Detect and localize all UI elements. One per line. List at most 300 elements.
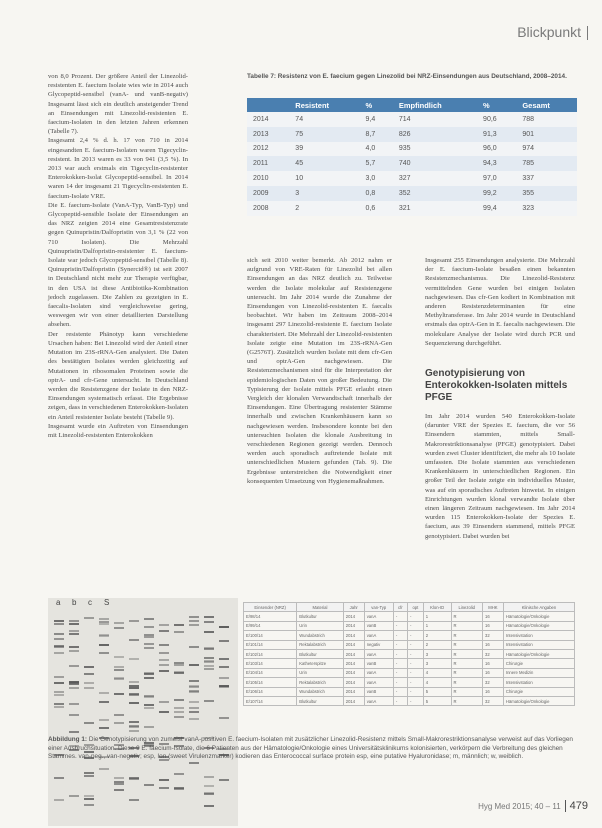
gel-band xyxy=(54,652,64,654)
table-cell: 32 xyxy=(482,678,503,687)
table-cell: 3 xyxy=(423,659,451,668)
table-cell: 2 xyxy=(289,201,359,216)
gel-band xyxy=(114,781,124,783)
gel-band xyxy=(219,717,229,719)
paragraph: Insgesamt wurde ein Auftreten von Einsendungen mit Linezolid-resistenten Enterokokken xyxy=(48,422,188,439)
gel-band xyxy=(84,772,94,774)
pfge-gel-image xyxy=(48,598,238,826)
gel-band xyxy=(54,645,64,647)
table-cell: Wundabstrich xyxy=(297,687,343,696)
table-cell: - xyxy=(407,649,423,658)
gel-band xyxy=(129,799,139,801)
gel-band xyxy=(174,707,184,709)
gel-lane xyxy=(84,608,94,820)
table-cell: Blutkultur xyxy=(297,696,343,705)
column-header: MHK xyxy=(482,603,503,612)
table-cell: - xyxy=(393,659,407,668)
table-cell: - xyxy=(393,612,407,621)
table-row xyxy=(247,112,577,127)
gel-band xyxy=(159,652,169,654)
table-cell: vanA xyxy=(364,649,393,658)
gel-band xyxy=(144,626,154,628)
isolate-table-body xyxy=(244,612,575,706)
gel-band xyxy=(159,779,169,781)
gel-band xyxy=(84,687,94,689)
table-row xyxy=(244,631,575,640)
gel-band xyxy=(54,694,64,696)
gel-band xyxy=(54,620,64,622)
gel-band xyxy=(174,624,184,626)
paragraph: Insgesamt 255 Einsendungen analysierte. Die Mehrzahl der E. faecium-Isolate besaßen einen bekannten Resistenzmechanismus. Die Linezolid-Resistenz vermittelnden Gene wurden bei einigen Isolaten nachgewiesen. Das cfr-Gen kodiert in Kombination mit anderen Resistenzdeterminanten für eine Methyltransferase. Im Jahr 2014 wurde in Deutschland erstmals das optrA-Gen in E. faecalis nachgewiesen. Die molekulare Analyse der Isolate wird durch PCR und Sequenzierung durchgeführt. xyxy=(425,257,575,347)
gel-band xyxy=(114,714,124,716)
gel-band xyxy=(84,722,94,724)
gel-band xyxy=(129,721,139,723)
table-header-row xyxy=(244,603,575,612)
table-row xyxy=(244,696,575,705)
table-row xyxy=(247,201,577,216)
gel-band xyxy=(144,618,154,620)
table-cell: R xyxy=(451,649,482,658)
row-year: 2014 xyxy=(247,112,289,127)
header-divider xyxy=(587,26,588,40)
gel-lane xyxy=(114,608,124,820)
column-header: Material xyxy=(297,603,343,612)
gel-lane xyxy=(204,608,214,820)
column-header: Linezolid xyxy=(451,603,482,612)
table-cell: 0,8 xyxy=(359,186,392,201)
table-cell: Blutkultur xyxy=(297,649,343,658)
gel-band xyxy=(189,711,199,713)
table-cell: 2014 xyxy=(343,659,364,668)
gel-band xyxy=(219,677,229,679)
table-cell: 16 xyxy=(482,640,503,649)
gel-band xyxy=(129,681,139,683)
table-row xyxy=(247,156,577,171)
gel-band xyxy=(114,627,124,629)
table-row xyxy=(247,186,577,201)
section-heading: Genotypisierung von Enterokokken-Isolaten mittels PFGE xyxy=(425,368,568,403)
gel-band xyxy=(129,702,139,704)
gel-band xyxy=(144,704,154,706)
gel-band xyxy=(114,722,124,724)
table-cell: - xyxy=(393,631,407,640)
gel-lane-label: c xyxy=(88,598,92,607)
gel-band xyxy=(99,727,109,729)
table-cell: 4 xyxy=(423,668,451,677)
paragraph: von 8,0 Prozent. Der größere Anteil der Linezolid-resistenten E. faecium Isolate wies wie in 2014 auch Glycopeptid-sensibel (vanA- und vanB-negativ) Insgesamt lässt sich ein deutlich ansteigender Trend an Einsendungen mit Linezolid-resistenten E. faecium-Isolaten in den letzten Jahren erkennen (Tabelle 7). xyxy=(48,73,188,136)
table-cell: E/98/14 xyxy=(244,612,297,621)
gel-band xyxy=(189,616,199,618)
figure-caption xyxy=(48,736,575,762)
table-cell: R xyxy=(451,631,482,640)
gel-band xyxy=(144,695,154,697)
gel-band xyxy=(159,701,169,703)
table-cell: Chirurgie xyxy=(503,659,574,668)
gel-band xyxy=(204,616,214,618)
table-cell: 99,2 xyxy=(477,186,516,201)
table-row xyxy=(247,171,577,186)
gel-lane-label: b xyxy=(72,598,77,607)
table-cell: Innere Medizin xyxy=(503,668,574,677)
column-header: Gesamt xyxy=(516,98,577,112)
gel-band xyxy=(114,789,124,791)
gel-band xyxy=(219,666,229,668)
gel-band xyxy=(159,644,169,646)
column-header: Jahr xyxy=(343,603,364,612)
gel-band xyxy=(189,620,199,622)
table-cell: 3,0 xyxy=(359,171,392,186)
column-header xyxy=(247,98,289,112)
table-cell: 91,3 xyxy=(477,127,516,142)
paragraph: sich seit 2010 weiter bemerkt. Ab 2012 nahm er aufgrund von VRE-Raten für Linezolid bei allen Einsendungen an das NRZ deutlich zu. Teilweise werden die Isolate molekular auf Resistenzgene untersucht. Im Jahr 2014 wurde die Zunahme der Einsendungen von Linezolid-resistenten E. faecalis beobachtet. Wir haben im Zeitraum 2008–2014 insgesamt 297 Linezolid-resistente E. faecium Isolate charakterisiert. Die Mehrzahl der Linezolid-resistenten Isolate zeigte eine Mutation im 23S-rRNA-Gen (G2576T). Zusätzlich wurden Isolate mit dem cfr-Gen und optrA-Gen nachgewiesen. Die Resistenzmechanismen sind für die Interpretation der epidemiologischen Daten von großer Bedeutung. Die Typisierung der Isolate mittels PFGE erlaubt einen Vergleich der klonalen Verwandtschaft innerhalb der Einsendungen. Eine Übertragung resistenter Stämme innerhalb und zwischen Krankenhäusern kann so nachgewiesen werden. Insbesondere konnte bei den untersuchten Isolaten die klonale Ausbreitung in verschiedenen Regionen gezeigt werden. Dennoch werden auch sporadisch auftretende Isolate mit unterschiedlichen Mustern gefunden (Tab. 9). Die Ergebnisse unterstreichen die Notwendigkeit einer konsequenten Umsetzung von Hygienemaßnahmen. xyxy=(247,257,392,485)
column-header: opt xyxy=(407,603,423,612)
table-cell: 974 xyxy=(516,142,577,157)
paragraph: Die E. faecium-Isolate (VanA-Typ, VanB-Typ) und Glycopeptid-sensible Isolate der Einsendungen an das NRZ zeigten 2014 eine Gesamtresistenzrate gegen Quinupristin/Dalfopristin von 3,1 % (22 von 710 Isolaten). Die Mehrzahl Quinupristin/Dalfopristin-resistenter E. faecium-Isolate war jedoch Glycopeptid-sensibel (Tabelle 8). Quinupristin/Dalfopristin (Synercid®) ist seit 2007 in Deutschland nicht mehr zur Therapie verfügbar, in den USA ist diese Antibiotika-Kombination jedoch zugelassen. Die Zahlen zu gezeigten in E. faecalis-Isolaten sind vergleichsweise gering, weswegen wir von einer detaillierten Darstellung absehen. xyxy=(48,201,188,329)
table-cell: vanA xyxy=(364,631,393,640)
gel-band xyxy=(99,692,109,694)
table-cell: R xyxy=(451,696,482,705)
table-cell: 16 xyxy=(482,668,503,677)
gel-band xyxy=(114,656,124,658)
table-cell: 826 xyxy=(393,127,477,142)
gel-band xyxy=(129,694,139,696)
table-cell: - xyxy=(393,640,407,649)
gel-band xyxy=(54,799,64,801)
paragraph: Insgesamt 2,4 % d. h. 17 von 710 in 2014 eingesandten E. faecium-Isolaten waren Tigecyclin-resistent. In 2013 waren es 33 von 941 (3,5 %). In 2013 war auch erstmals ein Tigecyclin-resistenter Enterokokken-Isolat Glycopeptid-sensibel. In 2014 waren 14 der insgesamt 21 Tigecyclin-resistenten E. faecium-Isolate VRE. xyxy=(48,137,188,200)
table-cell: 16 xyxy=(482,687,503,696)
gel-band xyxy=(54,633,64,635)
journal-citation: Hyg Med 2015; 40 – 11 xyxy=(478,802,561,811)
gel-band xyxy=(54,676,64,678)
table-cell: 2014 xyxy=(343,696,364,705)
gel-band xyxy=(159,664,169,666)
table-cell: - xyxy=(393,649,407,658)
gel-band xyxy=(144,707,154,709)
gel-band xyxy=(114,666,124,668)
table-cell: 74 xyxy=(289,112,359,127)
gel-band xyxy=(144,784,154,786)
table-cell: negativ xyxy=(364,640,393,649)
table-cell: - xyxy=(393,696,407,705)
table-cell: 323 xyxy=(516,201,577,216)
gel-band xyxy=(204,785,214,787)
table-cell: 45 xyxy=(289,156,359,171)
gel-band xyxy=(189,664,199,666)
gel-band xyxy=(69,633,79,635)
gel-band xyxy=(69,731,79,733)
gel-band xyxy=(189,685,199,687)
gel-band xyxy=(84,804,94,806)
table-cell: R xyxy=(451,621,482,630)
gel-lane xyxy=(54,608,64,820)
table-cell: 2 xyxy=(423,640,451,649)
gel-band xyxy=(159,711,169,713)
gel-band xyxy=(174,788,184,790)
table-row xyxy=(244,668,575,677)
gel-lane xyxy=(189,608,199,820)
gel-band xyxy=(219,640,229,642)
gel-band xyxy=(144,726,154,728)
table-cell: 90,6 xyxy=(477,112,516,127)
gel-band xyxy=(159,624,169,626)
gel-lane xyxy=(174,608,184,820)
gel-band xyxy=(84,775,94,777)
gel-band xyxy=(84,617,94,619)
gel-band xyxy=(69,683,79,685)
gel-band xyxy=(99,719,109,721)
gel-band xyxy=(114,622,124,624)
table-cell: Wundabstrich xyxy=(297,631,343,640)
table-cell: - xyxy=(393,687,407,696)
table-cell: vanA xyxy=(364,678,393,687)
gel-band xyxy=(99,652,109,654)
gel-band xyxy=(129,730,139,732)
gel-band xyxy=(204,668,214,670)
table-cell: - xyxy=(393,621,407,630)
table-cell: 714 xyxy=(393,112,477,127)
gel-band xyxy=(204,805,214,807)
gel-band xyxy=(174,716,184,718)
gel-band xyxy=(69,620,79,622)
gel-band xyxy=(99,768,109,770)
gel-band xyxy=(144,647,154,649)
table-cell: Intensivstation xyxy=(503,640,574,649)
gel-band xyxy=(189,691,199,693)
table-cell: Hämatologie/Onkologie xyxy=(503,612,574,621)
row-year: 2008 xyxy=(247,201,289,216)
gel-lane xyxy=(69,608,79,820)
table-row xyxy=(244,659,575,668)
table-cell: 4 xyxy=(423,678,451,687)
table-7 xyxy=(247,98,577,216)
gel-band xyxy=(219,779,229,781)
table-cell: 352 xyxy=(393,186,477,201)
table-cell: 901 xyxy=(516,127,577,142)
table-cell: 337 xyxy=(516,171,577,186)
figure-caption-label: Abbildung 1: xyxy=(48,736,88,743)
gel-band xyxy=(174,664,184,666)
table-cell: Intensivstation xyxy=(503,678,574,687)
gel-band xyxy=(204,792,214,794)
gel-band xyxy=(219,658,229,660)
gel-band xyxy=(189,680,199,682)
paragraph: Der resistente Phänotyp kann verschiedene Ursachen haben: Bei Linezolid wird der Anteil einer Mutation im 23S-rRNA-Gen analysiert. Die Daten des bestätigten Isolates werden gleichzeitig auf Mutationen in ribosomalen Proteinen sowie die optrA- und cfr-Gene untersucht. In Deutschland werden die Resistenzgene der Isolate in den NRZ-Einsendungen systematisch erfasst. Die Ergebnisse zeigen, dass in verschiedenen Enterokokken-Isolaten ein Anteil resistenter Isolate besteht (Tabelle 9). xyxy=(48,330,188,421)
gel-band xyxy=(144,636,154,638)
column-header: Einsender (NRZ) xyxy=(244,603,297,612)
table-cell: - xyxy=(407,612,423,621)
table-row xyxy=(244,621,575,630)
table-cell: Intensivstation xyxy=(503,631,574,640)
table-row xyxy=(244,687,575,696)
table-cell: vanB xyxy=(364,621,393,630)
table-cell: 2 xyxy=(423,631,451,640)
table-cell: - xyxy=(407,631,423,640)
table-cell: Urin xyxy=(297,668,343,677)
gel-band xyxy=(189,718,199,720)
table-cell: E/101/14 xyxy=(244,640,297,649)
gel-lane-label: a xyxy=(56,598,61,607)
table-cell: 2014 xyxy=(343,678,364,687)
column-header: Klinische Angaben xyxy=(503,603,574,612)
gel-band xyxy=(174,631,184,633)
table-cell: E/102/14 xyxy=(244,649,297,658)
table-cell: Rektalabstrich xyxy=(297,640,343,649)
table-cell: R xyxy=(451,678,482,687)
gel-band xyxy=(204,700,214,702)
table-cell: Hämatologie/Onkologie xyxy=(503,696,574,705)
table-cell: Hämatologie/Onkologie xyxy=(503,621,574,630)
text-column-3 xyxy=(425,256,575,348)
gel-band xyxy=(129,777,139,779)
table-cell: 1 xyxy=(423,612,451,621)
gel-band xyxy=(189,646,199,648)
gel-band xyxy=(99,621,109,623)
column-header: Empfindlich xyxy=(393,98,477,112)
column-header: Klon-ID xyxy=(423,603,451,612)
table-header-row xyxy=(247,98,577,112)
gel-band xyxy=(69,795,79,797)
gel-band xyxy=(69,650,79,652)
gel-lane xyxy=(219,608,229,820)
gel-band xyxy=(54,706,64,708)
gel-band xyxy=(69,646,79,648)
table-cell: vanA xyxy=(364,612,393,621)
table-cell: 16 xyxy=(482,659,503,668)
table-cell: 355 xyxy=(516,186,577,201)
isolate-table xyxy=(243,602,575,706)
column-header: % xyxy=(359,98,392,112)
gel-band xyxy=(114,669,124,671)
table-cell: R xyxy=(451,668,482,677)
gel-band xyxy=(144,677,154,679)
gel-band xyxy=(204,776,214,778)
gel-band xyxy=(204,661,214,663)
gel-lane xyxy=(144,608,154,820)
row-year: 2010 xyxy=(247,171,289,186)
gel-band xyxy=(99,618,109,620)
gel-band xyxy=(54,638,64,640)
gel-band xyxy=(69,630,79,632)
table-cell: Katheterspitze xyxy=(297,659,343,668)
table-cell: 788 xyxy=(516,112,577,127)
gel-band xyxy=(69,714,79,716)
table-cell: 5 xyxy=(423,696,451,705)
gel-lane xyxy=(129,608,139,820)
gel-band xyxy=(99,644,109,646)
table-cell: 10 xyxy=(289,171,359,186)
table-cell: 2014 xyxy=(343,668,364,677)
row-year: 2009 xyxy=(247,186,289,201)
gel-band xyxy=(129,726,139,728)
gel-band xyxy=(99,634,109,636)
table-cell: - xyxy=(393,668,407,677)
table-cell: - xyxy=(407,678,423,687)
row-year: 2011 xyxy=(247,156,289,171)
column-header: % xyxy=(477,98,516,112)
gel-band xyxy=(129,687,139,689)
gel-band xyxy=(144,673,154,675)
table-cell: 2014 xyxy=(343,687,364,696)
page-footer xyxy=(478,800,588,812)
paragraph: Im Jahr 2014 wurden 540 Enterokokken-Isolate (darunter VRE der Spezies E. faecium, die vor 56 Einsendern stammten, mittels Small-Makrorestriktionsanalyse (PFGE) genotypisiert. Dabei wurden zwei Cluster identifiziert, die mehr als 10 Isolate umfassten. Die Isolate stammten aus verschiedenen Krankenhäusern in unterschiedlichen Regionen. Ein großer Teil der Isolate zeigte ein individuelles Muster, was auf ein sporadisches Auftreten hinweist. In einigen Einrichtungen wurden klonal verwandte Isolate über einen längeren Zeitraum nachgewiesen. Im Jahr 2014 wurden 115 Enterokokken-Isolate der Spezies E. faecium, aus 39 Einsendern stammend, mittels PFGE genotypisiert. Dabei wurden bei xyxy=(425,413,575,540)
table-cell: R xyxy=(451,612,482,621)
gel-band xyxy=(54,691,64,693)
table-cell: 327 xyxy=(393,171,477,186)
gel-band xyxy=(144,634,154,636)
table-row xyxy=(244,649,575,658)
table-cell: Hämatologie/Onkologie xyxy=(503,649,574,658)
gel-band xyxy=(114,777,124,779)
gel-band xyxy=(114,783,124,785)
table-row xyxy=(244,678,575,687)
gel-band xyxy=(174,671,184,673)
table-cell: 3 xyxy=(423,649,451,658)
table-cell: E/106/14 xyxy=(244,687,297,696)
table-cell: E/104/14 xyxy=(244,668,297,677)
gel-band xyxy=(174,773,184,775)
gel-band xyxy=(219,626,229,628)
gel-band xyxy=(189,707,199,709)
gel-band xyxy=(54,682,64,684)
table-cell: 2014 xyxy=(343,631,364,640)
gel-band xyxy=(159,630,169,632)
table-cell: 3 xyxy=(289,186,359,201)
table-cell: 0,6 xyxy=(359,201,392,216)
table-cell: 4,0 xyxy=(359,142,392,157)
gel-lane-label: S xyxy=(104,598,110,607)
gel-band xyxy=(204,648,214,650)
table-cell: 97,0 xyxy=(477,171,516,186)
table-cell: 2014 xyxy=(343,649,364,658)
table-cell: 2014 xyxy=(343,612,364,621)
gel-band xyxy=(84,666,94,668)
column-header: Resistent xyxy=(289,98,359,112)
table-row xyxy=(244,640,575,649)
table-cell: 16 xyxy=(482,612,503,621)
gel-band xyxy=(129,620,139,622)
gel-band xyxy=(84,682,94,684)
table-cell: Urin xyxy=(297,621,343,630)
gel-band xyxy=(114,678,124,680)
gel-band xyxy=(189,701,199,703)
gel-band xyxy=(84,795,94,797)
table-cell: Rektalabstrich xyxy=(297,678,343,687)
table-cell: - xyxy=(407,687,423,696)
table-cell: 94,3 xyxy=(477,156,516,171)
gel-band xyxy=(54,623,64,625)
gel-band xyxy=(189,624,199,626)
table-cell: 96,0 xyxy=(477,142,516,157)
table-cell: - xyxy=(407,640,423,649)
table-cell: Blutkultur xyxy=(297,612,343,621)
gel-band xyxy=(204,631,214,633)
gel-band xyxy=(69,623,79,625)
table-cell: 935 xyxy=(393,142,477,157)
table-cell: E/100/14 xyxy=(244,631,297,640)
table-cell: Chirurgie xyxy=(503,687,574,696)
gel-band xyxy=(114,693,124,695)
table-cell: 740 xyxy=(393,156,477,171)
gel-band xyxy=(159,659,169,661)
row-year: 2013 xyxy=(247,127,289,142)
gel-band xyxy=(204,657,214,659)
table-cell: 32 xyxy=(482,631,503,640)
table-cell: 8,7 xyxy=(359,127,392,142)
gel-band xyxy=(144,643,154,645)
table-cell: - xyxy=(407,696,423,705)
gel-band xyxy=(84,673,94,675)
table-cell: 32 xyxy=(482,649,503,658)
